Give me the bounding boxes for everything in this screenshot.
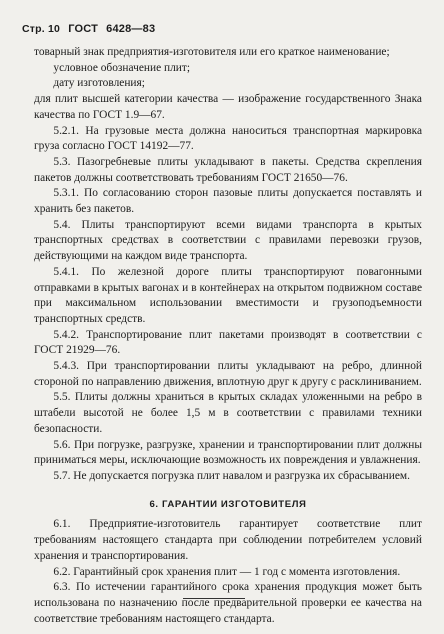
paragraph-5-4: 5.4. Плиты транспортируют всеми видами транспорта в крытых транспортных средствах в соответствии с правилами перевозки грузов, действующими на каждом виде транспорта. <box>34 218 422 263</box>
paragraph-6-2: 6.2. Гарантийный срок хранения плит — 1 год с момента изготовления. <box>53 565 401 578</box>
paragraph-6-3: 6.3. По истечении гарантийного срока хранения продукция может быть использована по назначению после предварительной проверки ее качества на соответствие требованиям настоящего стандарта. <box>34 581 422 625</box>
paragraph-6-1: 6.1. Предприятие-изготовитель гарантирует соответствие плит требованиям настоящего стандарта при соблюдении потребителем условий хранения и транспортирования. <box>34 518 422 562</box>
paragraph-5-7: 5.7. Не допускается погрузка плит навалом и разгрузка их сбрасыванием. <box>53 469 410 482</box>
section-heading: 6. ГАРАНТИИ ИЗГОТОВИТЕЛЯ <box>149 498 307 510</box>
paragraph-5-2-1: 5.2.1. На грузовые места должна наноситься транспортная маркировка груза согласно ГОСТ 14192—77. <box>34 124 422 153</box>
paragraph-5-5: 5.5. Плиты должны храниться в крытых складах уложенными на ребро в штабели высотой не более 1,5 м в соответствии с правилами техники безопасности. <box>34 391 422 435</box>
paragraph-5-4-3: 5.4.3. При транспортировании плиты укладывают на ребро, длинной стороной по направлению движения, вплотную друг к другу с расклиниванием. <box>34 360 422 388</box>
paragraph-5-3-1: 5.3.1. По согласованию сторон пазовые плиты допускается поставлять и хранить без пакетов. <box>34 187 422 216</box>
paragraph-5-6: 5.6. При погрузке, разгрузке, хранении и транспортировании плит должны приниматься меры, исключающие возможность их повреждения и увлажнения. <box>34 438 422 467</box>
paragraph-designation: условное обозначение плит; <box>53 61 190 74</box>
page-number: Стр. 10 <box>22 23 61 35</box>
end-rule <box>183 598 245 599</box>
paragraph-5-4-1: 5.4.1. По железной дороге плиты транспортируют повагонными отправками в крытых вагонах и в контейнерах на открытом подвижном составе при максимальном использовании вместимости и грузоподъемности транспортных средств. <box>34 265 422 325</box>
paragraph-quality-mark: для плит высшей категории качества — изображение государственного Знака качества по ГОСТ 1.9—67. <box>34 93 422 121</box>
paragraph-5-4-2: 5.4.2. Транспортирование плит пакетами производят в соответствии с ГОСТ 21929—76. <box>34 328 422 357</box>
standard-number: 6428—83 <box>106 23 156 35</box>
standard-label: ГОСТ <box>68 23 99 35</box>
paragraph-trademark: товарный знак предприятия-изготовителя или его краткое наименование; <box>34 46 390 58</box>
page-header <box>22 23 160 35</box>
document-body <box>34 45 422 627</box>
paragraph-date: дату изготовления; <box>53 77 145 90</box>
paragraph-5-3: 5.3. Пазогребневые плиты укладывают в пакеты. Средства скрепления пакетов должны соответствовать требованиям ГОСТ 21650—76. <box>34 155 422 184</box>
